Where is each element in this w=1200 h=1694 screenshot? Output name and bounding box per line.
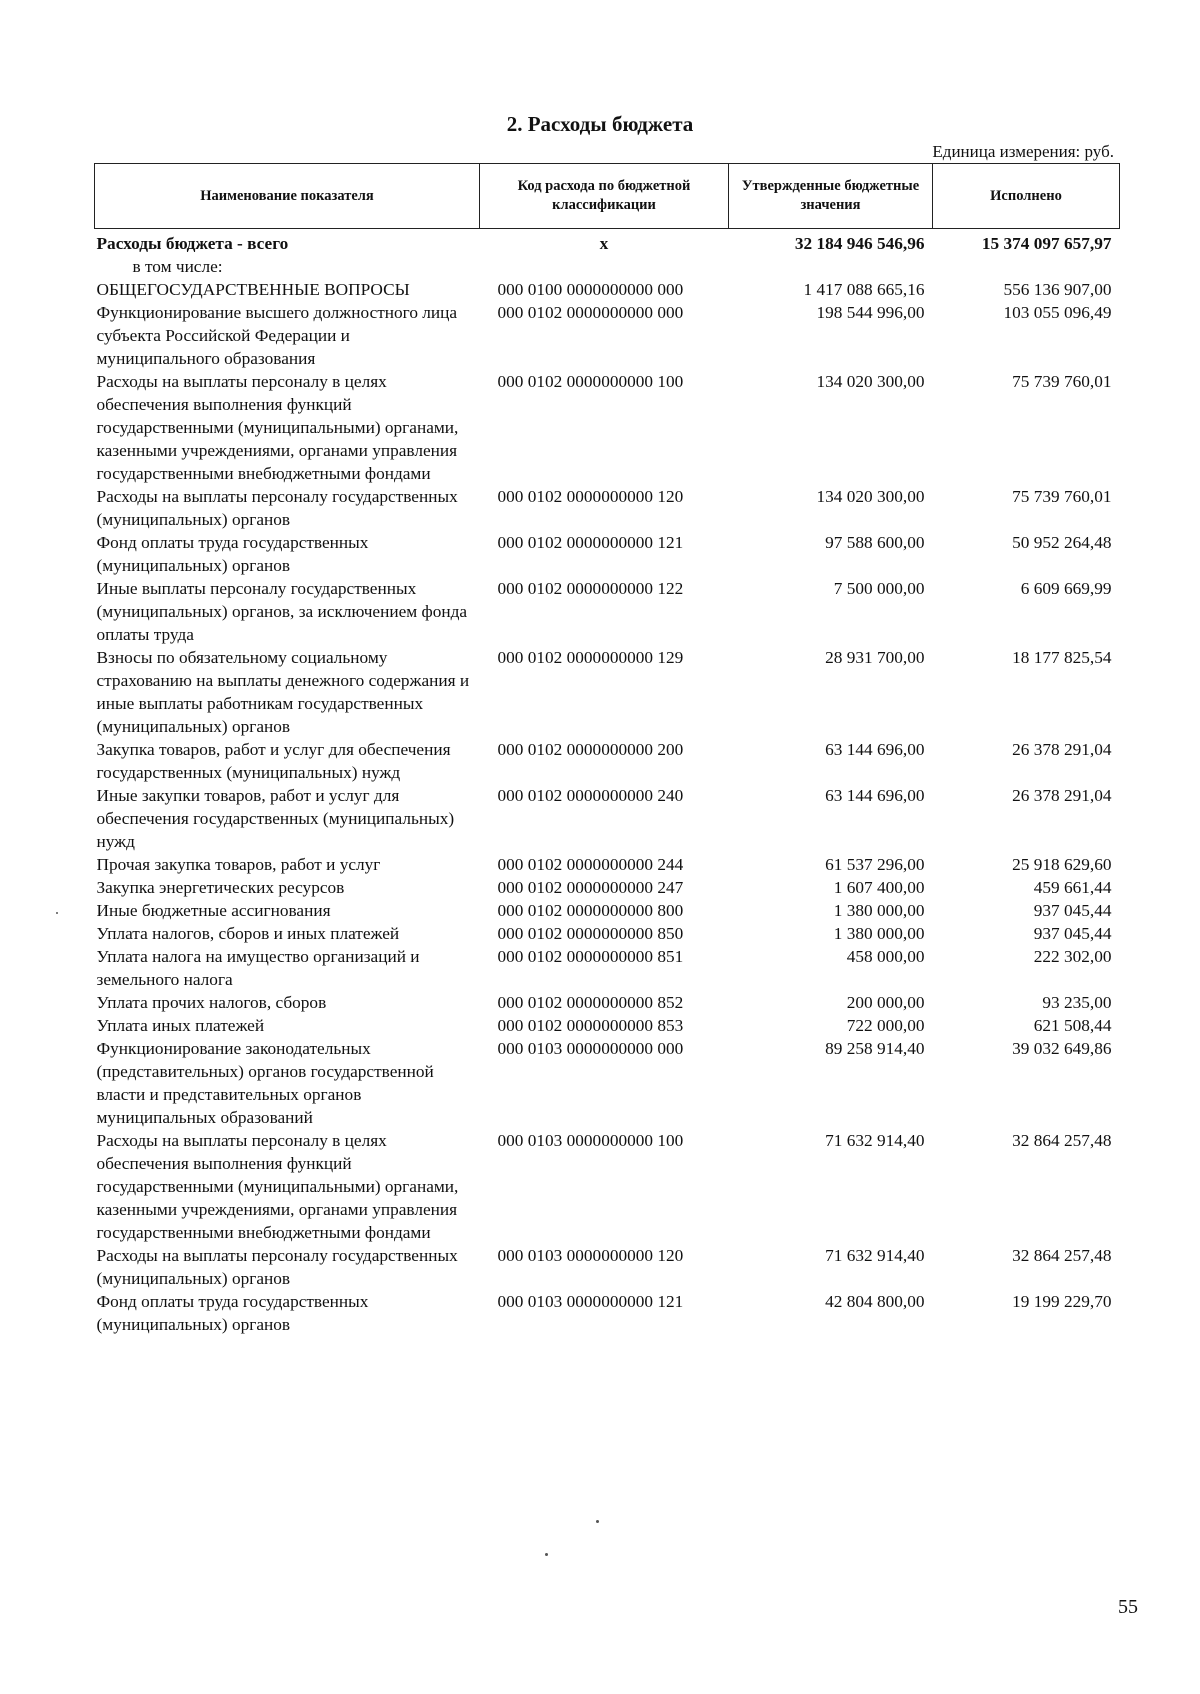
cell-code: 000 0102 0000000000 800: [497, 901, 684, 920]
table-row: [95, 1014, 1120, 1037]
table-row: [95, 1244, 1120, 1290]
table-body: [95, 229, 1120, 1337]
cell-code: 000 0102 0000000000 244: [497, 855, 684, 874]
cell-code: [480, 255, 729, 278]
cell-executed: 103 055 096,49: [1003, 303, 1112, 322]
cell-name: Закупка товаров, работ и услуг для обеспечения государственных (муниципальных) нужд: [96, 740, 451, 782]
cell-approved: 1 607 400,00: [833, 878, 925, 897]
cell-executed: 75 739 760,01: [1012, 372, 1112, 391]
table-row: [95, 991, 1120, 1014]
cell-executed: 621 508,44: [1033, 1016, 1112, 1035]
cell-code: x: [599, 234, 609, 253]
table-row: [95, 1290, 1120, 1336]
cell-code: 000 0102 0000000000 100: [497, 372, 684, 391]
cell-executed: 19 199 229,70: [1012, 1292, 1112, 1311]
cell-executed: 39 032 649,86: [1012, 1039, 1112, 1058]
header-name: Наименование показателя: [95, 164, 480, 229]
table-header: [95, 164, 1120, 229]
scan-speck: [596, 1520, 599, 1523]
cell-name: Иные выплаты персоналу государственных (муниципальных) органов, за исключением фонда оплаты труда: [96, 579, 468, 644]
cell-code: 000 0102 0000000000 122: [497, 579, 684, 598]
cell-code: 000 0102 0000000000 850: [497, 924, 684, 943]
cell-approved: 7 500 000,00: [833, 579, 925, 598]
cell-code: 000 0102 0000000000 121: [497, 533, 684, 552]
table-row: [95, 945, 1120, 991]
cell-name: Взносы по обязательному социальному страхованию на выплаты денежного содержания и иные выплаты работникам государственных (муниципальных) органов: [96, 648, 470, 736]
cell-executed: 18 177 825,54: [1012, 648, 1112, 667]
table-row: [95, 1037, 1120, 1129]
cell-approved: 97 588 600,00: [825, 533, 925, 552]
cell-executed: 937 045,44: [1033, 924, 1112, 943]
cell-executed: 32 864 257,48: [1012, 1131, 1112, 1150]
cell-name: Фонд оплаты труда государственных (муниципальных) органов: [96, 533, 369, 575]
scan-speck: [56, 912, 58, 914]
table-row: [95, 370, 1120, 485]
cell-code: 000 0102 0000000000 240: [497, 786, 684, 805]
table-row: [95, 278, 1120, 301]
cell-approved: 458 000,00: [846, 947, 925, 966]
header-code: Код расхода по бюджетной классификации: [480, 164, 729, 229]
cell-executed: 6 609 669,99: [1020, 579, 1112, 598]
scan-speck: [545, 1553, 548, 1556]
page-title: 2. Расходы бюджета: [506, 112, 694, 136]
header-approved: Утвержденные бюджетные значения: [729, 164, 933, 229]
cell-approved: 134 020 300,00: [816, 487, 925, 506]
cell-approved: 63 144 696,00: [825, 786, 925, 805]
cell-executed: 50 952 264,48: [1012, 533, 1112, 552]
cell-name: Уплата прочих налогов, сборов: [96, 993, 327, 1012]
cell-code: 000 0102 0000000000 000: [497, 303, 684, 322]
cell-executed: 32 864 257,48: [1012, 1246, 1112, 1265]
cell-name: Уплата налога на имущество организаций и земельного налога: [96, 947, 420, 989]
cell-approved: 42 804 800,00: [825, 1292, 925, 1311]
cell-name: Уплата налогов, сборов и иных платежей: [96, 924, 400, 943]
cell-name: Иные бюджетные ассигнования: [96, 901, 331, 920]
cell-name: Уплата иных платежей: [96, 1016, 265, 1035]
cell-name: Расходы на выплаты персоналу государственных (муниципальных) органов: [96, 487, 458, 529]
cell-approved: 61 537 296,00: [825, 855, 925, 874]
cell-name: Функционирование законодательных (представительных) органов государственной власти и представительных органов муниципальных образований: [96, 1039, 434, 1127]
cell-name: Расходы на выплаты персоналу государственных (муниципальных) органов: [96, 1246, 458, 1288]
cell-executed: 93 235,00: [1042, 993, 1112, 1012]
table-row: [95, 646, 1120, 738]
table-row: [95, 738, 1120, 784]
cell-code: 000 0102 0000000000 200: [497, 740, 684, 759]
unit-label: Единица измерения: руб.: [932, 142, 1114, 161]
cell-code: 000 0102 0000000000 851: [497, 947, 684, 966]
cell-executed: 937 045,44: [1033, 901, 1112, 920]
cell-name: Функционирование высшего должностного лица субъекта Российской Федерации и муниципального образования: [96, 303, 458, 368]
cell-approved: 200 000,00: [846, 993, 925, 1012]
cell-executed: 75 739 760,01: [1012, 487, 1112, 506]
table-row: [95, 531, 1120, 577]
cell-code: 000 0103 0000000000 000: [497, 1039, 684, 1058]
cell-executed: [933, 255, 1120, 278]
cell-code: 000 0102 0000000000 853: [497, 1016, 684, 1035]
expenditure-table: [94, 163, 1120, 1336]
cell-code: 000 0100 0000000000 000: [497, 280, 684, 299]
cell-executed: 26 378 291,04: [1012, 786, 1112, 805]
cell-code: 000 0103 0000000000 100: [497, 1131, 684, 1150]
table-row: [95, 301, 1120, 370]
table-row: [95, 485, 1120, 531]
cell-approved: 1 380 000,00: [833, 924, 925, 943]
cell-executed: 26 378 291,04: [1012, 740, 1112, 759]
table-row: [95, 853, 1120, 876]
cell-approved: 198 544 996,00: [816, 303, 925, 322]
cell-approved: 89 258 914,40: [825, 1039, 925, 1058]
table-row-total: [95, 229, 1120, 256]
table-row: [95, 577, 1120, 646]
cell-approved: 722 000,00: [846, 1016, 925, 1035]
cell-name: Прочая закупка товаров, работ и услуг: [96, 855, 381, 874]
cell-name: ОБЩЕГОСУДАРСТВЕННЫЕ ВОПРОСЫ: [96, 280, 410, 299]
table-row: [95, 1129, 1120, 1244]
cell-code: 000 0102 0000000000 120: [497, 487, 684, 506]
cell-approved: 63 144 696,00: [825, 740, 925, 759]
header-row: [95, 164, 1120, 229]
cell-approved: 1 417 088 665,16: [803, 280, 925, 299]
cell-name: в том числе:: [132, 257, 223, 276]
cell-code: 000 0102 0000000000 247: [497, 878, 684, 897]
table-row: [95, 876, 1120, 899]
cell-name: Иные закупки товаров, работ и услуг для обеспечения государственных (муниципальных) нужд: [96, 786, 455, 851]
cell-name: Фонд оплаты труда государственных (муниципальных) органов: [96, 1292, 369, 1334]
cell-name: Расходы бюджета - всего: [96, 234, 289, 253]
cell-executed: 459 661,44: [1033, 878, 1112, 897]
cell-code: 000 0103 0000000000 120: [497, 1246, 684, 1265]
cell-executed: 15 374 097 657,97: [981, 234, 1112, 253]
table-row: [95, 922, 1120, 945]
table-row: [95, 784, 1120, 853]
header-executed: Исполнено: [933, 164, 1120, 229]
table-row: [95, 899, 1120, 922]
cell-approved: [729, 255, 933, 278]
cell-approved: 71 632 914,40: [825, 1246, 925, 1265]
cell-code: 000 0102 0000000000 129: [497, 648, 684, 667]
cell-name: Расходы на выплаты персоналу в целях обеспечения выполнения функций государственными (муниципальными) органами, казенными учреждениями, органами управления государственными внебюджетными фондами: [96, 372, 459, 483]
table-row: [95, 255, 1120, 278]
cell-executed: 222 302,00: [1033, 947, 1112, 966]
cell-approved: 71 632 914,40: [825, 1131, 925, 1150]
cell-code: 000 0103 0000000000 121: [497, 1292, 684, 1311]
cell-executed: 25 918 629,60: [1012, 855, 1112, 874]
cell-name: Закупка энергетических ресурсов: [96, 878, 345, 897]
cell-approved: 134 020 300,00: [816, 372, 925, 391]
cell-approved: 28 931 700,00: [825, 648, 925, 667]
cell-approved: 32 184 946 546,96: [794, 234, 925, 253]
cell-executed: 556 136 907,00: [1003, 280, 1112, 299]
cell-name: Расходы на выплаты персоналу в целях обеспечения выполнения функций государственными (муниципальными) органами, казенными учреждениями, органами управления государственными внебюджетными фондами: [96, 1131, 459, 1242]
page-number: 55: [1118, 1596, 1138, 1618]
cell-approved: 1 380 000,00: [833, 901, 925, 920]
cell-code: 000 0102 0000000000 852: [497, 993, 684, 1012]
